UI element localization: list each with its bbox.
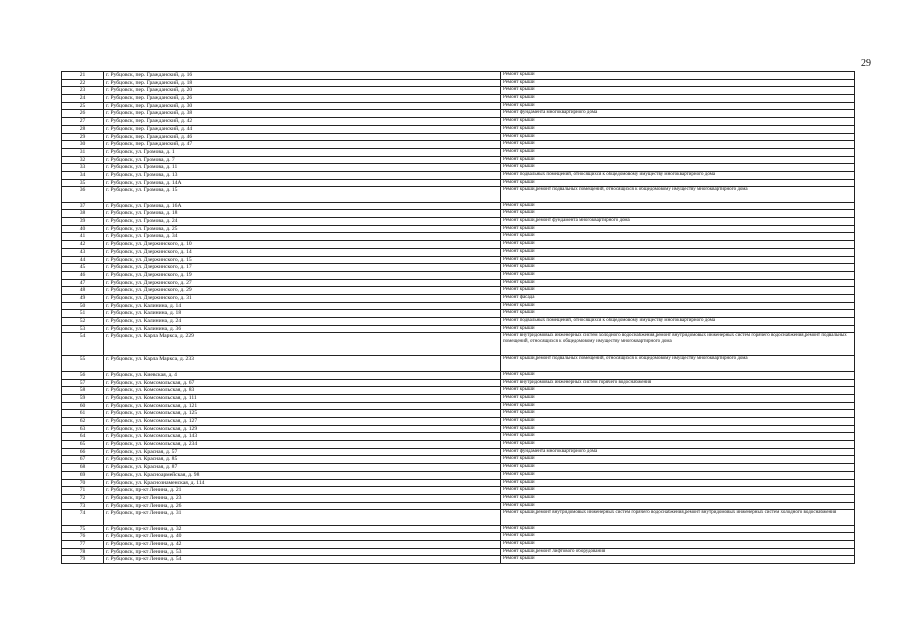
row-work-type: Ремонт крыши <box>501 95 855 103</box>
row-address: г. Рубцовск, ул. Дзержинского, д. 31 <box>104 294 501 302</box>
row-address: г. Рубцовск, ул. Дзержинского, д. 19 <box>104 271 501 279</box>
table-row <box>62 425 855 433</box>
row-number: 30 <box>62 141 104 149</box>
row-address: г. Рубцовск, пр-кт Ленина, д. 31 <box>104 510 501 525</box>
table-row <box>62 256 855 264</box>
row-number: 44 <box>62 256 104 264</box>
row-address: г. Рубцовск, ул. Красноармейская, д. 98 <box>104 471 501 479</box>
row-number: 46 <box>62 271 104 279</box>
row-address: г. Рубцовск, ул. Дзержинского, д. 27 <box>104 279 501 287</box>
row-work-type: Ремонт крыши <box>501 79 855 87</box>
row-work-type: Ремонт крыши <box>501 402 855 410</box>
row-address: г. Рубцовск, ул. Комсомольская, д. 67 <box>104 379 501 387</box>
row-number: 76 <box>62 533 104 541</box>
row-number: 66 <box>62 448 104 456</box>
row-address: г. Рубцовск, пр-кт Ленина, д. 54 <box>104 556 501 564</box>
table-row <box>62 187 855 202</box>
row-work-type: Ремонт крыши <box>501 494 855 502</box>
row-work-type: Ремонт подвальных помещений, относящихся к общедомовому имуществу многоквартирного дома <box>501 318 855 326</box>
row-work-type: Ремонт крыши <box>501 410 855 418</box>
table-row <box>62 533 855 541</box>
row-work-type: Ремонт внутридомовых инженерных систем холодного водоснабжения,ремонт внутридомовых инженерных систем горячего водоснабжения,ремонт подвальных помещений, относящихся к общедомовому имуществу многоквартирного дома <box>501 333 855 356</box>
row-work-type: Ремонт крыши <box>501 525 855 533</box>
table-row <box>62 356 855 371</box>
row-number: 60 <box>62 402 104 410</box>
row-number: 55 <box>62 356 104 371</box>
row-work-type: Ремонт крыши <box>501 418 855 426</box>
row-work-type: Ремонт крыши <box>501 387 855 395</box>
row-address: г. Рубцовск, ул. Громова, д. 14А <box>104 179 501 187</box>
table-row <box>62 248 855 256</box>
row-number: 61 <box>62 410 104 418</box>
row-address: г. Рубцовск, пер. Гражданский, д. 16 <box>104 72 501 80</box>
table-row <box>62 72 855 80</box>
row-work-type: Ремонт крыши <box>501 156 855 164</box>
row-number: 21 <box>62 72 104 80</box>
table-row <box>62 556 855 564</box>
row-address: г. Рубцовск, ул. Комсомольская, д. 127 <box>104 418 501 426</box>
row-work-type: Ремонт крыши <box>501 441 855 449</box>
table-row <box>62 95 855 103</box>
table-row <box>62 287 855 295</box>
row-address: г. Рубцовск, ул. Дзержинского, д. 29 <box>104 287 501 295</box>
row-work-type: Ремонт крыши <box>501 325 855 333</box>
row-work-type: Ремонт крыши <box>501 502 855 510</box>
row-address: г. Рубцовск, ул. Красная, д. 85 <box>104 456 501 464</box>
table-row <box>62 379 855 387</box>
row-work-type: Ремонт крыши <box>501 371 855 379</box>
row-address: г. Рубцовск, ул. Комсомольская, д. 121 <box>104 402 501 410</box>
row-address: г. Рубцовск, ул. Краснознаменская, д. 114 <box>104 479 501 487</box>
row-work-type: Ремонт крыши <box>501 479 855 487</box>
row-address: г. Рубцовск, пер. Гражданский, д. 46 <box>104 133 501 141</box>
row-address: г. Рубцовск, ул. Калинина, д. 36 <box>104 325 501 333</box>
row-work-type: Ремонт подвальных помещений, относящихся к общедомовому имуществу многоквартирного дома <box>501 171 855 179</box>
table-row <box>62 87 855 95</box>
row-number: 63 <box>62 425 104 433</box>
table-row <box>62 325 855 333</box>
table-row <box>62 171 855 179</box>
row-number: 49 <box>62 294 104 302</box>
row-address: г. Рубцовск, пр-кт Ленина, д. 42 <box>104 541 501 549</box>
row-number: 39 <box>62 218 104 226</box>
table-row <box>62 548 855 556</box>
row-address: г. Рубцовск, ул. Комсомольская, д. 111 <box>104 394 501 402</box>
row-address: г. Рубцовск, ул. Комсомольская, д. 143 <box>104 433 501 441</box>
row-work-type: Ремонт крыши <box>501 125 855 133</box>
row-number: 24 <box>62 95 104 103</box>
row-number: 32 <box>62 156 104 164</box>
row-address: г. Рубцовск, ул. Комсомольская, д. 83 <box>104 387 501 395</box>
row-number: 33 <box>62 164 104 172</box>
row-number: 74 <box>62 510 104 525</box>
row-address: г. Рубцовск, ул. Громова, д. 1 <box>104 148 501 156</box>
page-number: 29 <box>861 58 871 69</box>
row-number: 40 <box>62 225 104 233</box>
table-row <box>62 233 855 241</box>
row-work-type: Ремонт крыши <box>501 118 855 126</box>
row-number: 31 <box>62 148 104 156</box>
row-number: 65 <box>62 441 104 449</box>
row-number: 64 <box>62 433 104 441</box>
row-number: 67 <box>62 456 104 464</box>
row-number: 45 <box>62 264 104 272</box>
table-row <box>62 102 855 110</box>
table-row <box>62 441 855 449</box>
row-number: 22 <box>62 79 104 87</box>
row-number: 53 <box>62 325 104 333</box>
row-address: г. Рубцовск, пр-кт Ленина, д. 26 <box>104 502 501 510</box>
row-work-type: Ремонт фундамента многоквартирного дома <box>501 110 855 118</box>
row-number: 37 <box>62 202 104 210</box>
row-work-type: Ремонт крыши,ремонт лифтового оборудования <box>501 548 855 556</box>
row-address: г. Рубцовск, ул. Карла Маркса, д. 233 <box>104 356 501 371</box>
table-row <box>62 125 855 133</box>
row-address: г. Рубцовск, пр-кт Ленина, д. 32 <box>104 525 501 533</box>
row-address: г. Рубцовск, пер. Гражданский, д. 38 <box>104 110 501 118</box>
row-work-type: Ремонт крыши <box>501 541 855 549</box>
row-number: 78 <box>62 548 104 556</box>
row-work-type: Ремонт крыши <box>501 202 855 210</box>
row-number: 54 <box>62 333 104 356</box>
table-row <box>62 241 855 249</box>
row-work-type: Ремонт крыши <box>501 310 855 318</box>
table-row <box>62 448 855 456</box>
row-address: г. Рубцовск, ул. Дзержинского, д. 10 <box>104 241 501 249</box>
row-address: г. Рубцовск, ул. Громова, д. 24 <box>104 218 501 226</box>
row-number: 38 <box>62 210 104 218</box>
row-address: г. Рубцовск, ул. Комсомольская, д. 125 <box>104 410 501 418</box>
table-row <box>62 410 855 418</box>
table-row <box>62 387 855 395</box>
row-work-type: Ремонт внутридомовых инженерных систем горячего водоснабжения <box>501 379 855 387</box>
row-address: г. Рубцовск, ул. Комсомольская, д. 129 <box>104 425 501 433</box>
table-row <box>62 471 855 479</box>
row-work-type: Ремонт крыши,ремонт подвальных помещений, относящихся к общедомовому имуществу многоквартирного дома <box>501 356 855 371</box>
row-work-type: Ремонт крыши <box>501 141 855 149</box>
table-row <box>62 333 855 356</box>
row-number: 26 <box>62 110 104 118</box>
table-row <box>62 79 855 87</box>
row-number: 58 <box>62 387 104 395</box>
row-address: г. Рубцовск, пер. Гражданский, д. 42 <box>104 118 501 126</box>
row-number: 23 <box>62 87 104 95</box>
table-row <box>62 318 855 326</box>
row-work-type: Ремонт крыши <box>501 210 855 218</box>
row-work-type: Ремонт крыши <box>501 456 855 464</box>
row-address: г. Рубцовск, ул. Красная, д. 57 <box>104 448 501 456</box>
table-row <box>62 264 855 272</box>
row-work-type: Ремонт крыши <box>501 133 855 141</box>
row-number: 41 <box>62 233 104 241</box>
row-address: г. Рубцовск, ул. Громова, д. 25 <box>104 225 501 233</box>
row-number: 56 <box>62 371 104 379</box>
row-work-type: Ремонт крыши <box>501 556 855 564</box>
row-address: г. Рубцовск, ул. Красная, д. 87 <box>104 464 501 472</box>
table-row <box>62 494 855 502</box>
table-row <box>62 479 855 487</box>
row-work-type: Ремонт крыши,ремонт внутридомовых инженерных систем горячего водоснабжения,ремонт внутридомовых инженерных систем холодного водоснабжения <box>501 510 855 525</box>
row-work-type: Ремонт крыши <box>501 471 855 479</box>
row-work-type: Ремонт крыши <box>501 102 855 110</box>
row-work-type: Ремонт крыши,ремонт подвальных помещений, относящихся к общедомовому имуществу многоквартирного дома <box>501 187 855 202</box>
row-number: 29 <box>62 133 104 141</box>
row-work-type: Ремонт крыши <box>501 72 855 80</box>
row-number: 68 <box>62 464 104 472</box>
table-row <box>62 510 855 525</box>
row-number: 75 <box>62 525 104 533</box>
table-row <box>62 148 855 156</box>
table-row <box>62 464 855 472</box>
row-address: г. Рубцовск, пр-кт Ленина, д. 53 <box>104 548 501 556</box>
row-work-type: Ремонт крыши <box>501 241 855 249</box>
row-address: г. Рубцовск, ул. Киевская, д. 4 <box>104 371 501 379</box>
table-row <box>62 487 855 495</box>
table-row <box>62 394 855 402</box>
row-number: 34 <box>62 171 104 179</box>
row-address: г. Рубцовск, ул. Громова, д. 16А <box>104 202 501 210</box>
row-work-type: Ремонт крыши <box>501 425 855 433</box>
row-number: 25 <box>62 102 104 110</box>
row-work-type: Ремонт крыши <box>501 233 855 241</box>
table-row <box>62 279 855 287</box>
row-number: 36 <box>62 187 104 202</box>
row-work-type: Ремонт крыши <box>501 271 855 279</box>
row-work-type: Ремонт крыши <box>501 464 855 472</box>
row-address: г. Рубцовск, ул. Громова, д. 18 <box>104 210 501 218</box>
row-address: г. Рубцовск, пер. Гражданский, д. 47 <box>104 141 501 149</box>
row-work-type: Ремонт крыши <box>501 164 855 172</box>
row-address: г. Рубцовск, ул. Карла Маркса, д. 229 <box>104 333 501 356</box>
table-row <box>62 371 855 379</box>
row-address: г. Рубцовск, ул. Дзержинского, д. 15 <box>104 256 501 264</box>
row-address: г. Рубцовск, ул. Калинина, д. 14 <box>104 302 501 310</box>
row-number: 48 <box>62 287 104 295</box>
table-row <box>62 225 855 233</box>
row-address: г. Рубцовск, пр-кт Ленина, д. 21 <box>104 487 501 495</box>
row-work-type: Ремонт крыши <box>501 179 855 187</box>
row-number: 70 <box>62 479 104 487</box>
row-address: г. Рубцовск, ул. Комсомольская, д. 234 <box>104 441 501 449</box>
row-work-type: Ремонт крыши <box>501 487 855 495</box>
table-row <box>62 271 855 279</box>
row-number: 62 <box>62 418 104 426</box>
row-work-type: Ремонт крыши <box>501 533 855 541</box>
row-address: г. Рубцовск, пер. Гражданский, д. 20 <box>104 87 501 95</box>
row-number: 51 <box>62 310 104 318</box>
table-row <box>62 294 855 302</box>
row-work-type: Ремонт крыши <box>501 287 855 295</box>
row-number: 47 <box>62 279 104 287</box>
row-number: 35 <box>62 179 104 187</box>
table-row <box>62 302 855 310</box>
row-address: г. Рубцовск, пр-кт Ленина, д. 23 <box>104 494 501 502</box>
table-row <box>62 502 855 510</box>
row-address: г. Рубцовск, пр-кт Ленина, д. 40 <box>104 533 501 541</box>
row-number: 42 <box>62 241 104 249</box>
row-work-type: Ремонт крыши <box>501 256 855 264</box>
row-address: г. Рубцовск, ул. Дзержинского, д. 14 <box>104 248 501 256</box>
table-row <box>62 156 855 164</box>
table-row <box>62 433 855 441</box>
row-number: 57 <box>62 379 104 387</box>
table-row <box>62 179 855 187</box>
row-address: г. Рубцовск, пер. Гражданский, д. 44 <box>104 125 501 133</box>
table-row <box>62 133 855 141</box>
row-address: г. Рубцовск, ул. Громова, д. 7 <box>104 156 501 164</box>
row-number: 73 <box>62 502 104 510</box>
row-work-type: Ремонт крыши <box>501 302 855 310</box>
table-row <box>62 310 855 318</box>
row-work-type: Ремонт крыши <box>501 225 855 233</box>
row-number: 50 <box>62 302 104 310</box>
table-row <box>62 118 855 126</box>
row-number: 43 <box>62 248 104 256</box>
row-address: г. Рубцовск, ул. Громова, д. 15 <box>104 187 501 202</box>
row-address: г. Рубцовск, ул. Калинина, д. 24 <box>104 318 501 326</box>
row-number: 28 <box>62 125 104 133</box>
table-row <box>62 110 855 118</box>
register-body <box>62 72 855 564</box>
row-address: г. Рубцовск, ул. Громова, д. 11 <box>104 164 501 172</box>
row-address: г. Рубцовск, пер. Гражданский, д. 30 <box>104 102 501 110</box>
table-row <box>62 456 855 464</box>
table-row <box>62 218 855 226</box>
row-work-type: Ремонт фундамента многоквартирного дома <box>501 448 855 456</box>
repair-register-table <box>61 71 855 564</box>
row-number: 79 <box>62 556 104 564</box>
row-address: г. Рубцовск, ул. Дзержинского, д. 17 <box>104 264 501 272</box>
row-work-type: Ремонт крыши <box>501 394 855 402</box>
table-row <box>62 202 855 210</box>
row-work-type: Ремонт крыши <box>501 248 855 256</box>
table-row <box>62 210 855 218</box>
table-row <box>62 525 855 533</box>
row-address: г. Рубцовск, ул. Калинина, д. 18 <box>104 310 501 318</box>
row-number: 52 <box>62 318 104 326</box>
row-number: 27 <box>62 118 104 126</box>
row-address: г. Рубцовск, пер. Гражданский, д. 18 <box>104 79 501 87</box>
row-number: 69 <box>62 471 104 479</box>
row-number: 77 <box>62 541 104 549</box>
row-work-type: Ремонт крыши,ремонт фундамента многоквартирного дома <box>501 218 855 226</box>
row-number: 71 <box>62 487 104 495</box>
row-work-type: Ремонт крыши <box>501 279 855 287</box>
row-number: 59 <box>62 394 104 402</box>
table-row <box>62 541 855 549</box>
row-address: г. Рубцовск, ул. Громова, д. 34 <box>104 233 501 241</box>
table-row <box>62 141 855 149</box>
row-work-type: Ремонт крыши <box>501 148 855 156</box>
table-row <box>62 164 855 172</box>
row-work-type: Ремонт крыши <box>501 264 855 272</box>
row-address: г. Рубцовск, ул. Громова, д. 13 <box>104 171 501 179</box>
table-row <box>62 418 855 426</box>
row-work-type: Ремонт фасада <box>501 294 855 302</box>
row-work-type: Ремонт крыши <box>501 87 855 95</box>
table-row <box>62 402 855 410</box>
row-address: г. Рубцовск, пер. Гражданский, д. 26 <box>104 95 501 103</box>
row-number: 72 <box>62 494 104 502</box>
row-work-type: Ремонт крыши <box>501 433 855 441</box>
